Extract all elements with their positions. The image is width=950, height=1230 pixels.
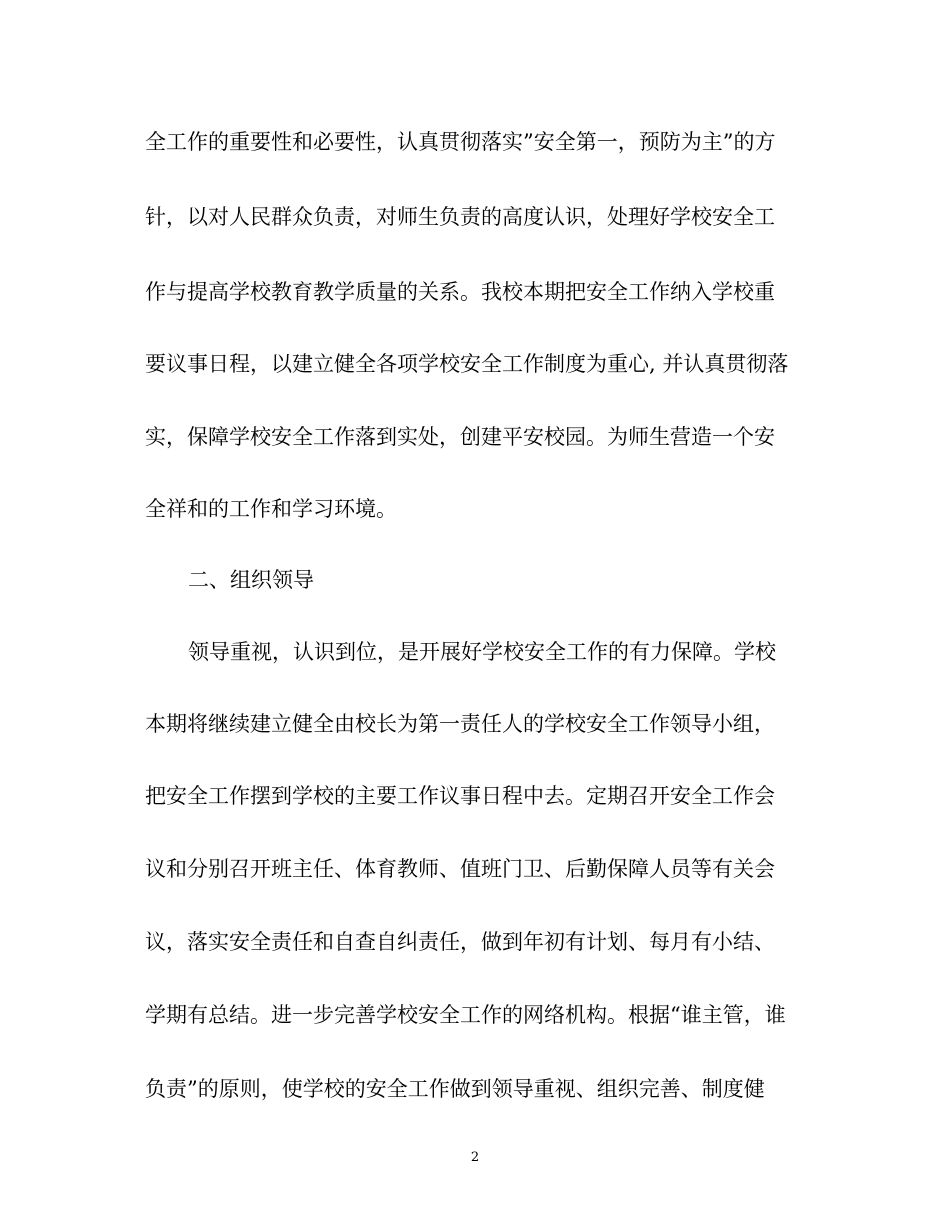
body-text-line: 学期有总结。进一步完善学校安全工作的网络机构。根据“谁主管，谁 — [145, 1003, 786, 1027]
body-text-line: 本期将继续建立健全由校长为第一责任人的学校安全工作领导小组， — [145, 712, 775, 736]
body-text-line: 要议事日程，以建立健全各项学校安全工作制度为重心, 并认真贯彻落 — [145, 352, 789, 376]
page-number: 2 — [470, 1150, 480, 1165]
body-text-line: 领导重视，认识到位，是开展好学校安全工作的有力保障。学校 — [188, 640, 776, 664]
body-text-line: 针，以对人民群众负责，对师生负责的高度认识，处理好学校安全工 — [145, 205, 775, 229]
body-text-line: 议和分别召开班主任、体育教师、值班门卫、后勤保障人员等有关会 — [145, 857, 775, 881]
body-text-line: 作与提高学校教育教学质量的关系。我校本期把安全工作纳入学校重 — [145, 280, 775, 304]
body-text-line: 议，落实安全责任和自查自纠责任，做到年初有计划、每月有小结、 — [145, 930, 775, 954]
section-heading: 二、组织领导 — [188, 568, 314, 592]
body-text-line: 全祥和的工作和学习环境。 — [145, 497, 397, 521]
body-text-line: 实，保障学校安全工作落到实处，创建平安校园。为师生营造一个安 — [145, 425, 775, 449]
body-text-line: 全工作的重要性和必要性，认真贯彻落实”安全第一，预防为主”的方 — [145, 130, 776, 154]
body-text-line: 把安全工作摆到学校的主要工作议事日程中去。定期召开安全工作会 — [145, 784, 775, 808]
body-text-line: 负责”的原则，使学校的安全工作做到领导重视、组织完善、制度健 — [145, 1077, 765, 1101]
